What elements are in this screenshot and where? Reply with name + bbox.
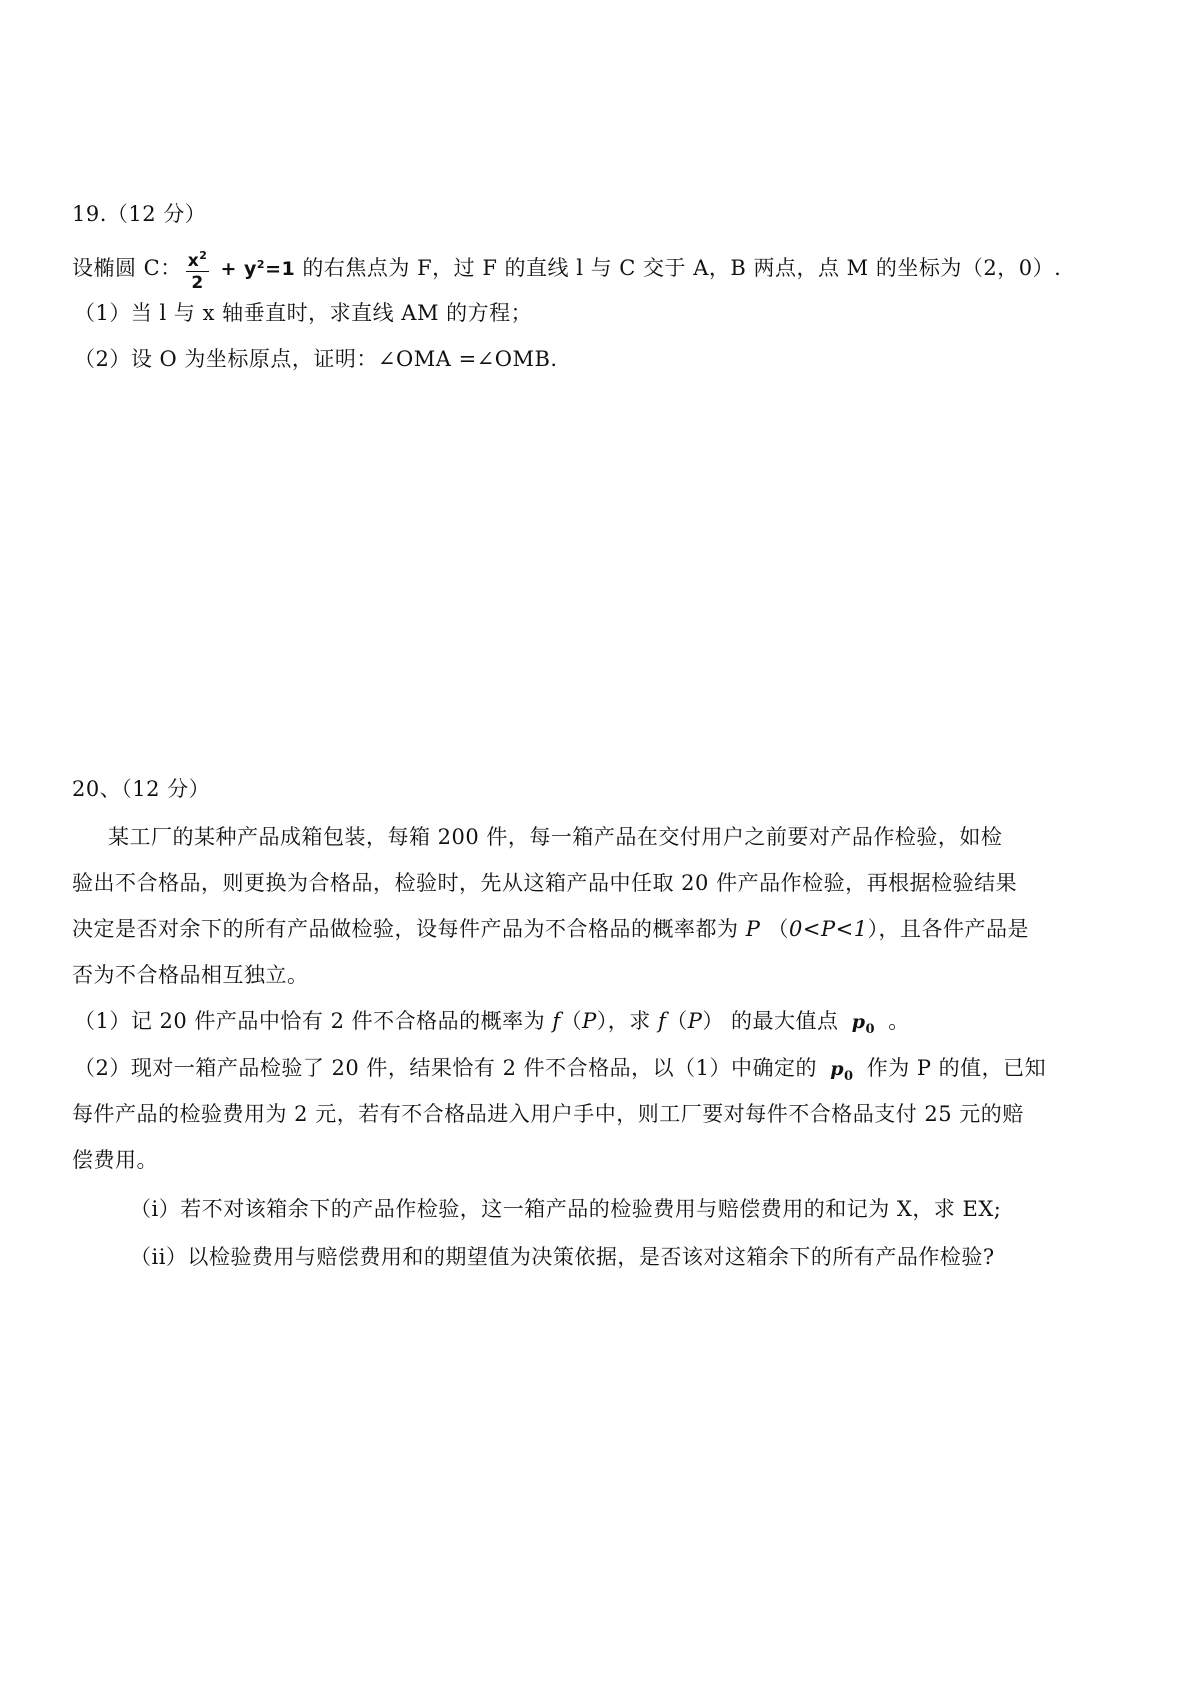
func-f: f bbox=[657, 1009, 667, 1033]
p0-sub: 0 bbox=[843, 1068, 854, 1084]
p0-symbol bbox=[830, 1058, 854, 1084]
q20-para-line2-text: 验出不合格品，则更换为合格品，检验时，先从这箱产品中任取 20 件产品作检验，再根据检验结果 bbox=[72, 871, 1018, 895]
q19-header-text: 19.（12 分） bbox=[72, 202, 207, 226]
q20-part1 bbox=[74, 1006, 910, 1045]
q20-sub-ii-text: （ii）以检验费用与赔偿费用和的期望值为决策依据，是否该对这箱余下的所有产品作检验? bbox=[130, 1245, 995, 1269]
fraction-denominator: 2 bbox=[191, 273, 204, 293]
q20-part2-line2 bbox=[72, 1099, 1024, 1129]
q20-header bbox=[72, 774, 210, 804]
p0-base: p bbox=[830, 1058, 844, 1080]
eq-end: =1 bbox=[265, 258, 296, 280]
q20-part2-line2-text: 每件产品的检验费用为 2 元，若有不合格品进入用户手中，则工厂要对每件不合格品支付 25 元的赔 bbox=[72, 1102, 1024, 1126]
q20-part1-c: ），求 bbox=[596, 1009, 658, 1033]
numerator-exp: 2 bbox=[199, 249, 208, 262]
q19-part2 bbox=[74, 344, 558, 374]
q20-part2-line3-text: 偿费用。 bbox=[72, 1148, 158, 1172]
paren-open: （ bbox=[560, 1009, 583, 1033]
func-f: f bbox=[552, 1009, 561, 1033]
eq-y-term: + y bbox=[213, 258, 257, 280]
q20-header-text: 20、（12 分） bbox=[72, 777, 211, 801]
ellipse-eq-rest bbox=[213, 258, 295, 280]
q20-para-line3-a: 决定是否对余下的所有产品做检验，设每件产品为不合格品的概率都为 bbox=[72, 917, 746, 941]
q20-sub-ii bbox=[130, 1242, 995, 1272]
q19-part1 bbox=[74, 298, 532, 328]
prob-var: P bbox=[745, 917, 761, 941]
fraction-numerator bbox=[186, 247, 210, 272]
q20-sub-i bbox=[130, 1194, 1001, 1224]
q20-part2-a: （2）现对一箱产品检验了 20 件，结果恰有 2 件不合格品，以（1）中确定的 bbox=[74, 1056, 825, 1080]
q20-part2-b: 作为 P 的值，已知 bbox=[859, 1056, 1047, 1080]
q20-para-line3 bbox=[72, 914, 1029, 944]
q19-stem-suffix: 的右焦点为 F，过 F 的直线 l 与 C 交于 A，B 两点，点 M 的坐标为（2，0）. bbox=[295, 256, 1062, 280]
q20-part1-e: ） 的最大值点 bbox=[702, 1009, 846, 1033]
q19-stem bbox=[72, 247, 1061, 292]
q20-sub-i-text: （i）若不对该箱余下的产品作检验，这一箱产品的检验费用与赔偿费用的和记为 X，求 EX; bbox=[130, 1197, 1002, 1221]
p0-symbol bbox=[851, 1011, 876, 1037]
q19-part2-text: （2）设 O 为坐标原点，证明：∠OMA =∠OMB. bbox=[74, 347, 558, 371]
func-arg: P bbox=[687, 1009, 703, 1033]
q20-part1-end: 。 bbox=[881, 1009, 910, 1033]
q20-para-line3-c: ），且各件产品是 bbox=[867, 917, 1030, 941]
p0-base: p bbox=[851, 1011, 866, 1033]
q19-part1-text: （1）当 l 与 x 轴垂直时，求直线 AM 的方程； bbox=[74, 301, 533, 325]
q20-part2-line1 bbox=[74, 1053, 1046, 1092]
numerator-var: x bbox=[187, 251, 200, 271]
q20-para-line3-b: （ bbox=[760, 917, 790, 941]
paren-open: （ bbox=[666, 1009, 688, 1033]
prob-condition: 0<P<1 bbox=[789, 917, 868, 941]
q20-part2-line3 bbox=[72, 1145, 158, 1175]
q19-stem-prefix: 设椭圆 C： bbox=[72, 256, 182, 280]
q20-para-line2 bbox=[72, 868, 1017, 898]
eq-y-exp: 2 bbox=[256, 258, 266, 271]
p0-sub: 0 bbox=[865, 1021, 876, 1037]
q20-para-line4-text: 否为不合格品相互独立。 bbox=[72, 963, 309, 987]
q20-para-line1 bbox=[108, 822, 1002, 852]
q19-header bbox=[72, 199, 206, 229]
q20-part1-a: （1）记 20 件产品中恰有 2 件不合格品的概率为 bbox=[74, 1009, 553, 1033]
q20-para-line4 bbox=[72, 960, 309, 990]
ellipse-fraction bbox=[186, 247, 210, 292]
q20-para-line1-text: 某工厂的某种产品成箱包装，每箱 200 件，每一箱产品在交付用户之前要对产品作检验，如检 bbox=[108, 825, 1003, 849]
func-arg: P bbox=[582, 1009, 597, 1033]
